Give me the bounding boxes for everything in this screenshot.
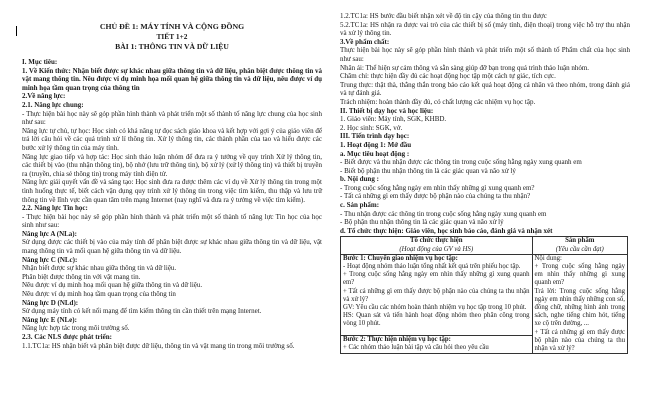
header-label: Tổ chức thực hiện	[409, 237, 463, 245]
section-heading: 1. Về Kiến thức: Nhận biết được sự khác nhau giữa thông tin và dữ liệu, phân biệt được thông tin và vật mang thông tin. Nêu được ví dụ minh họa mối quan hệ giữa thông tin và dữ liệu, nêu được ví dụ minh họa tầm quan trọng của thông tin	[22, 66, 322, 92]
paragraph: Phân biệt được thông tin với vật mang tin.	[22, 272, 141, 281]
section-heading: 2.1. Năng lực chung:	[22, 100, 84, 109]
paragraph: Sử dụng máy tính có kết nối mạng để tìm kiếm thông tin cần thiết trên mạng Internet.	[22, 307, 262, 316]
paragraph: Chăm chỉ: thực hiện đầy đủ các hoạt động học tập một cách tự giác, tích cực.	[340, 72, 556, 81]
table-header-cell	[341, 237, 533, 254]
paragraph: - Biết bộ phận thu nhận thông tin là các giác quan và não xử lý	[340, 166, 516, 175]
paragraph: - Thu nhận được các thông tin trong cuộc sống hằng ngày xung quanh em	[340, 209, 547, 218]
right-body-text	[340, 12, 630, 235]
paragraph: Nêu được ví dụ minh hoạ tầm quan trọng của thông tin	[22, 290, 176, 299]
table-header-row	[341, 237, 628, 254]
paragraph: GV: Yêu cầu các nhóm hoàn thành nhiệm vụ học tập trong 10 phút.	[343, 304, 527, 312]
header-label: Sản phẩm	[565, 237, 595, 245]
section-heading: Năng lực A (NLa):	[22, 229, 77, 238]
section-heading: Năng lực D (NLd):	[22, 298, 79, 307]
section-heading: Bước 2: Thực hiện nhiệm vụ học tập:	[343, 335, 451, 343]
paragraph: Nội dung:	[534, 254, 562, 262]
paragraph: 1.1.TC1a: HS nhận biết và phân biệt được dữ liệu, thông tin và vật mang tin trong môi trường số.	[22, 341, 295, 350]
section-heading: 2.Về năng lực:	[22, 92, 66, 101]
table-cell	[341, 254, 533, 335]
section-heading: c. Sản phẩm:	[340, 201, 380, 210]
paragraph: - Thực hiện bài học này sẽ góp phần hình thành và phát triển một số thành tố năng lực Tin học của học sinh như sau:	[22, 212, 322, 230]
paragraph: Thực hiện bài học này sẽ góp phần hình thành và phát triển một số thành tố Phẩm chất của học sinh như sau:	[340, 46, 630, 63]
paragraph: Năng lực giải quyết vấn đề và sáng tạo: Học sinh đưa ra được thêm các ví dụ về Xử lý thông tin trong một tình huống thực tế, biết cách vận dụng quy trình xử lý thông tin trong việc tìm kiếm, thu thập và lưu trữ thông tin về lĩnh vực cần quan tâm trên mạng Internet (nay nghĩ và đưa ra ý tưởng về việc tìm kiếm).	[22, 178, 322, 204]
paragraph: - Biết được và thu nhận được các thông tin trong cuộc sống hằng ngày xung quanh em	[340, 158, 582, 167]
section-heading: II. Thiết bị dạy học và học liệu:	[340, 106, 434, 115]
section-heading: 1. Hoạt động 1: Mở đầu	[340, 140, 412, 149]
paragraph: 1.2.TC1a: HS bước đầu biết nhận xét về độ tin cậy của thông tin thu được	[340, 12, 547, 20]
paragraph: + Tất cả những gì em thấy được bộ phận nào của chúng ta thu nhận và xử lý?	[343, 287, 530, 303]
paragraph: - Trong cuộc sống hằng ngày em nhìn thấy những gì xung quanh em?	[340, 183, 535, 192]
paragraph: + Trong cuộc sống hằng ngày em nhìn thấy những gì xung quanh em?	[343, 271, 530, 287]
section-heading: 3.Về phẩm chất:	[340, 37, 390, 46]
section-heading: d. Tổ chức thực hiện: Giáo viên, học sinh báo cáo, đánh giá và nhận xét	[340, 226, 553, 235]
header-sublabel: (Hoạt động của GV và HS)	[399, 245, 474, 253]
paragraph: Trách nhiệm: hoàn thành đầy đủ, có chất lượng các nhiệm vụ học tập.	[340, 97, 536, 106]
paragraph: + Các nhóm thảo luận bài tập và câu hỏi theo yêu cầu	[343, 343, 489, 351]
section-heading: Năng lực E (NLe):	[22, 315, 77, 324]
paragraph: + Tất cả những gì em thấy được bộ phận nào của chúng ta thu nhận và xử lý?	[534, 328, 625, 353]
section-heading: Bước 1: Chuyển giao nhiệm vụ học tập:	[343, 254, 458, 262]
section-heading: b. Nội dung :	[340, 175, 379, 184]
period-title: TIẾT 1+2	[156, 32, 188, 41]
paragraph: - Tất cả những gì em thấy được bộ phận nào của chúng ta thu nhận?	[340, 192, 531, 201]
lesson-title: BÀI 1: THÔNG TIN VÀ DỮ LIỆU	[115, 42, 229, 51]
section-heading: III. Tiến trình dạy học:	[340, 132, 410, 141]
paragraph: 1. Giáo viên: Máy tính, SGK, KHBD.	[340, 115, 447, 124]
section-heading: Năng lực C (NLc):	[22, 255, 78, 264]
paragraph: Trung thực: thật thà, thẳng thắn trong báo cáo kết quả hoạt động cá nhân và theo nhóm, trong đánh giá và tự đánh giá.	[340, 80, 630, 98]
left-column	[22, 22, 322, 350]
paragraph: - Bộ phận thu nhận thông tin là các giác quan và não xử lý	[340, 218, 504, 227]
paragraph: + Trong cuộc sống hằng ngày em nhìn thấy những gì xung quanh em?	[534, 263, 625, 287]
paragraph: Nhận biết được sự khác nhau giữa thông tin và dữ liệu.	[22, 264, 177, 273]
chapter-title: CHỦ ĐỀ 1: MÁY TÍNH VÀ CỘNG ĐỒNG	[99, 22, 245, 31]
paragraph: Năng lực giao tiếp và hợp tác: Học sinh thảo luận nhóm để đưa ra ý tưởng về quy trình Xử lý thông tin, các thiết bị vào (thu nhận thông tin), bộ nhớ (lưu trữ thông tin), bộ xử lý (xử lý thông tin) và thiết bị truyền ra (truyền, chia sẻ thông tin) trong máy tính điện tử.	[22, 152, 322, 178]
section-heading: 2.3. Các NLS được phát triển:	[22, 333, 112, 341]
paragraph: Năng lực tự chủ, tự học: Học sinh có khả năng tự đọc sách giáo khoa và kết hợp với gợi ý của giáo viên để trả lời câu hỏi về các quá trình xử lí thông tin. Xử lý thông tin, các thành phần của tao và hiểu được các bước xử lý thông tin của máy tính.	[22, 126, 322, 152]
header-sublabel: (Yêu cầu cần đạt)	[555, 245, 604, 253]
paragraph: - Thực hiện bài học này sẽ góp phần hình thành và phát triển một số thành tố năng lực chung của học sinh như sau:	[22, 109, 322, 127]
right-column	[340, 12, 630, 354]
paragraph: Trả lời: Trong cuộc sống hằng ngày em nhìn thấy những con số, đồng chữ, những hình ảnh trong sách, nghe tiếng chim hót, tiếng xe cộ trên đường, ...	[534, 287, 625, 328]
table-cell	[341, 335, 533, 354]
text-cursor	[16, 26, 17, 36]
table-header-cell	[532, 237, 627, 254]
paragraph: 5.2.TC1a: HS nhận ra được vai trò của các thiết bị số (máy tính, điện thoại) trong việc hỗ trợ thu nhận và xử lý thông tin.	[340, 20, 630, 38]
section-heading: I. Mục tiêu:	[22, 58, 58, 66]
table-cell	[532, 254, 627, 353]
paragraph: Nêu được ví dụ minh hoạ mối quan hệ giữa thông tin và dữ liệu.	[22, 281, 203, 290]
table-row	[341, 254, 628, 335]
section-heading: 2.2. Năng lực Tin học:	[22, 204, 88, 213]
section-heading: a. Mục tiêu hoạt động :	[340, 149, 410, 158]
paragraph: HS: Quan sát và tiến hành hoạt động nhóm theo phân công trong vòng 10 phút.	[343, 312, 530, 328]
paragraph: 2. Học sinh: SGK, vở.	[340, 123, 403, 132]
paragraph: - Hoạt động nhóm thảo luận tổng nhất kết quả trên phiếu học tập.	[343, 263, 521, 271]
paragraph: Năng lực hợp tác trong môi trường số.	[22, 324, 130, 333]
paragraph: Nhân ái: Thể hiện sự cảm thông và sẵn sàng giúp đỡ bạn trong quá trình thảo luận nhóm.	[340, 63, 590, 72]
left-body-text	[22, 58, 322, 350]
paragraph: Sử dụng được các thiết bị vào của máy tính để phân biệt được sự khác nhau giữa thông tin và dữ liệu, vật mang thông tin và mối quan hệ giữa thông tin và dữ liệu.	[22, 238, 322, 256]
activity-table	[340, 236, 628, 354]
